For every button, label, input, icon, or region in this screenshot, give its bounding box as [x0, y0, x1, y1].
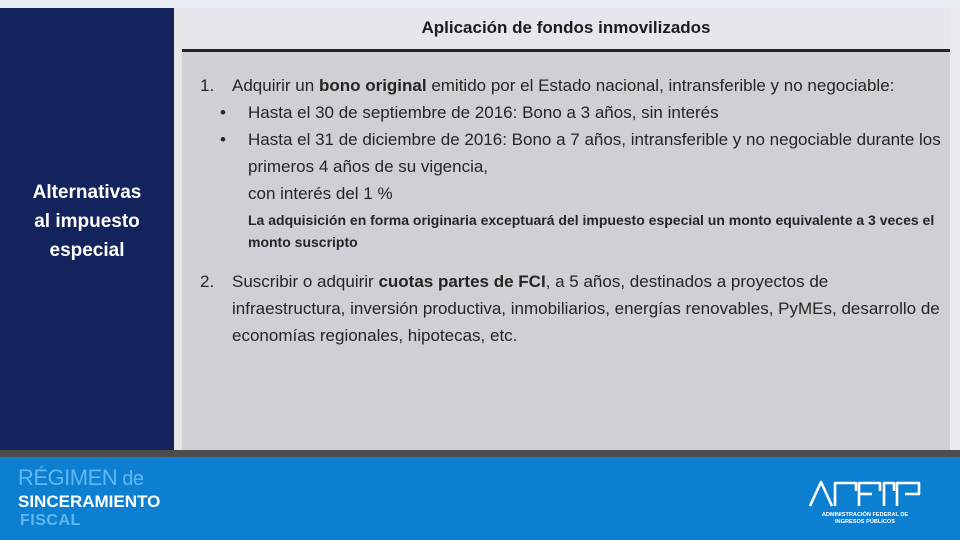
bullet-continuation: con interés del 1 %	[248, 184, 393, 203]
item-text-post: emitido por el Estado nacional, intransferible y no negociable:	[426, 76, 895, 95]
regimen-de: de	[117, 468, 144, 490]
bullet-item	[200, 126, 945, 207]
panel-gap	[174, 8, 182, 450]
sidebar-title-line: Alternativas	[32, 182, 142, 203]
bullet-icon: •	[220, 103, 226, 122]
sidebar-title-line: al impuesto	[34, 211, 140, 232]
footer-divider	[0, 450, 960, 457]
header-divider	[182, 49, 950, 52]
bullet-list	[200, 99, 945, 207]
footer-regimen	[18, 465, 144, 491]
item-number: 2.	[200, 272, 215, 291]
content-body	[200, 72, 945, 349]
page-title: Aplicación de fondos inmovilizados	[421, 18, 711, 37]
bullet-item	[200, 99, 945, 126]
list-item	[200, 72, 945, 99]
item-text-bold: cuotas partes de FCI	[378, 272, 546, 291]
bullet-icon: •	[220, 130, 226, 149]
list-item	[200, 268, 945, 349]
bullet-text: Hasta el 31 de diciembre de 2016: Bono a 7 años, intransferible y no negociable durante los primeros 4 años de su vigencia,	[248, 130, 941, 176]
footer-sinceramiento: SINCERAMIENTO	[18, 492, 161, 511]
sidebar-title	[0, 178, 174, 265]
item-number: 1.	[200, 76, 215, 95]
afip-logo-icon	[808, 479, 923, 527]
footer-fiscal: FISCAL	[20, 512, 81, 529]
item-text-pre: Suscribir o adquirir	[232, 272, 379, 291]
top-strip	[0, 0, 960, 8]
regimen-word: RÉGIMEN	[18, 465, 118, 490]
content-header	[182, 8, 950, 50]
item-text-post: , a 5 años, destinados a proyectos de infraestructura, inversión productiva, inmobiliarios, energías renovables, PyMEs, desarrollo de economías regionales, hipotecas, etc.	[232, 272, 940, 345]
bullet-text: Hasta el 30 de septiembre de 2016: Bono a 3 años, sin interés	[248, 103, 719, 122]
sidebar-title-line: especial	[49, 240, 125, 261]
logo-caption: INGRESOS PÚBLICOS	[835, 519, 895, 525]
right-edge	[950, 8, 960, 450]
item-text-pre: Adquirir un	[232, 76, 319, 95]
item-text-bold: bono original	[318, 76, 427, 95]
logo-caption: ADMINISTRACIÓN FEDERAL DE	[821, 512, 909, 518]
item-note: La adquisición en forma originaria exceptuará del impuesto especial un monto equivalente a 3 veces el monto suscripto	[248, 212, 935, 250]
